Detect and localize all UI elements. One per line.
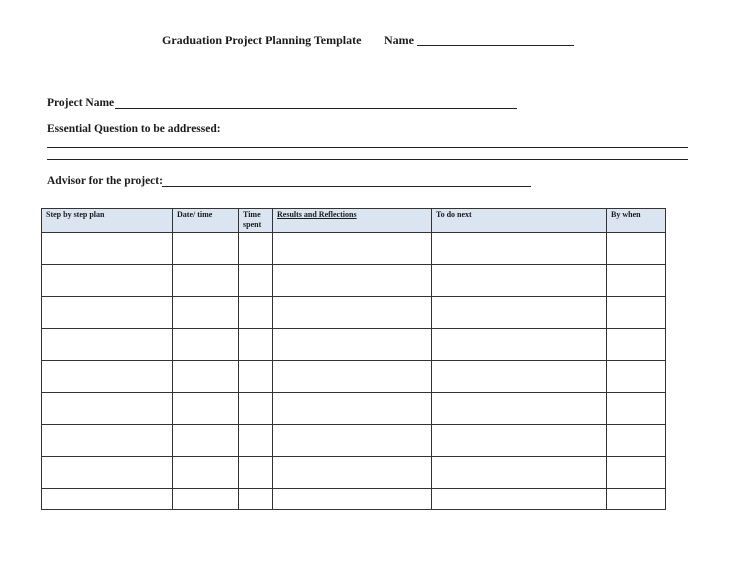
table-cell[interactable] [173, 233, 239, 265]
table-cell[interactable] [42, 393, 173, 425]
page-title: Graduation Project Planning Template [162, 33, 362, 47]
table-cell[interactable] [432, 489, 607, 510]
project-name-label: Project Name [47, 97, 115, 109]
essential-question-label: Essential Question to be addressed: [47, 123, 221, 135]
column-header-date-time: Date/ time [173, 209, 239, 233]
table-cell[interactable] [173, 297, 239, 329]
table-cell[interactable] [239, 425, 273, 457]
table-cell[interactable] [173, 265, 239, 297]
table-cell[interactable] [607, 361, 666, 393]
table-row [42, 361, 666, 393]
table-cell[interactable] [42, 329, 173, 361]
table-cell[interactable] [239, 457, 273, 489]
table-cell[interactable] [273, 329, 432, 361]
table-row [42, 297, 666, 329]
table-row [42, 393, 666, 425]
table-cell[interactable] [173, 457, 239, 489]
table-cell[interactable] [42, 361, 173, 393]
table-cell[interactable] [607, 457, 666, 489]
table-cell[interactable] [173, 329, 239, 361]
table-cell[interactable] [239, 393, 273, 425]
table-row [42, 425, 666, 457]
table-cell[interactable] [273, 361, 432, 393]
table-cell[interactable] [432, 361, 607, 393]
table-cell[interactable] [42, 489, 173, 510]
table-cell[interactable] [607, 425, 666, 457]
table-cell[interactable] [173, 393, 239, 425]
table-row [42, 265, 666, 297]
table-cell[interactable] [432, 265, 607, 297]
table-cell[interactable] [273, 393, 432, 425]
table-cell[interactable] [173, 361, 239, 393]
table-header-row [42, 209, 666, 233]
table-cell[interactable] [239, 489, 273, 510]
table-row [42, 489, 666, 510]
table-body [42, 233, 666, 510]
name-line[interactable] [417, 45, 574, 46]
name-label: Name [384, 33, 414, 47]
table-row [42, 233, 666, 265]
table-cell[interactable] [432, 457, 607, 489]
advisor-label: Advisor for the project: [47, 175, 163, 187]
table-cell[interactable] [173, 489, 239, 510]
table-cell[interactable] [42, 265, 173, 297]
table-cell[interactable] [607, 393, 666, 425]
table-cell[interactable] [273, 265, 432, 297]
table-cell[interactable] [239, 265, 273, 297]
table-cell[interactable] [42, 425, 173, 457]
column-header-to-do-next: To do next [432, 209, 607, 233]
table-row [42, 329, 666, 361]
advisor-line[interactable] [162, 186, 531, 187]
table-cell[interactable] [273, 457, 432, 489]
table-cell[interactable] [42, 457, 173, 489]
table-cell[interactable] [432, 425, 607, 457]
table-cell[interactable] [273, 489, 432, 510]
table-cell[interactable] [273, 297, 432, 329]
table-cell[interactable] [42, 233, 173, 265]
table-cell[interactable] [273, 425, 432, 457]
table-cell[interactable] [607, 329, 666, 361]
table-cell[interactable] [239, 329, 273, 361]
table-cell[interactable] [432, 393, 607, 425]
table-cell[interactable] [273, 233, 432, 265]
table-cell[interactable] [239, 297, 273, 329]
column-header-results-reflections: Results and Reflections [273, 209, 432, 233]
essential-question-line-2[interactable] [47, 159, 688, 160]
table-cell[interactable] [607, 265, 666, 297]
table-cell[interactable] [607, 489, 666, 510]
table-cell[interactable] [42, 297, 173, 329]
table-cell[interactable] [432, 329, 607, 361]
table-cell[interactable] [432, 297, 607, 329]
column-header-step-plan: Step by step plan [42, 209, 173, 233]
table-cell[interactable] [607, 297, 666, 329]
essential-question-line-1[interactable] [47, 147, 688, 148]
table-cell[interactable] [607, 233, 666, 265]
column-header-time-spent: Time spent [239, 209, 273, 233]
table-cell[interactable] [173, 425, 239, 457]
table-row [42, 457, 666, 489]
planning-table [41, 208, 666, 510]
table-cell[interactable] [432, 233, 607, 265]
column-header-by-when: By when [607, 209, 666, 233]
project-name-line[interactable] [115, 108, 517, 109]
table-cell[interactable] [239, 233, 273, 265]
table-cell[interactable] [239, 361, 273, 393]
